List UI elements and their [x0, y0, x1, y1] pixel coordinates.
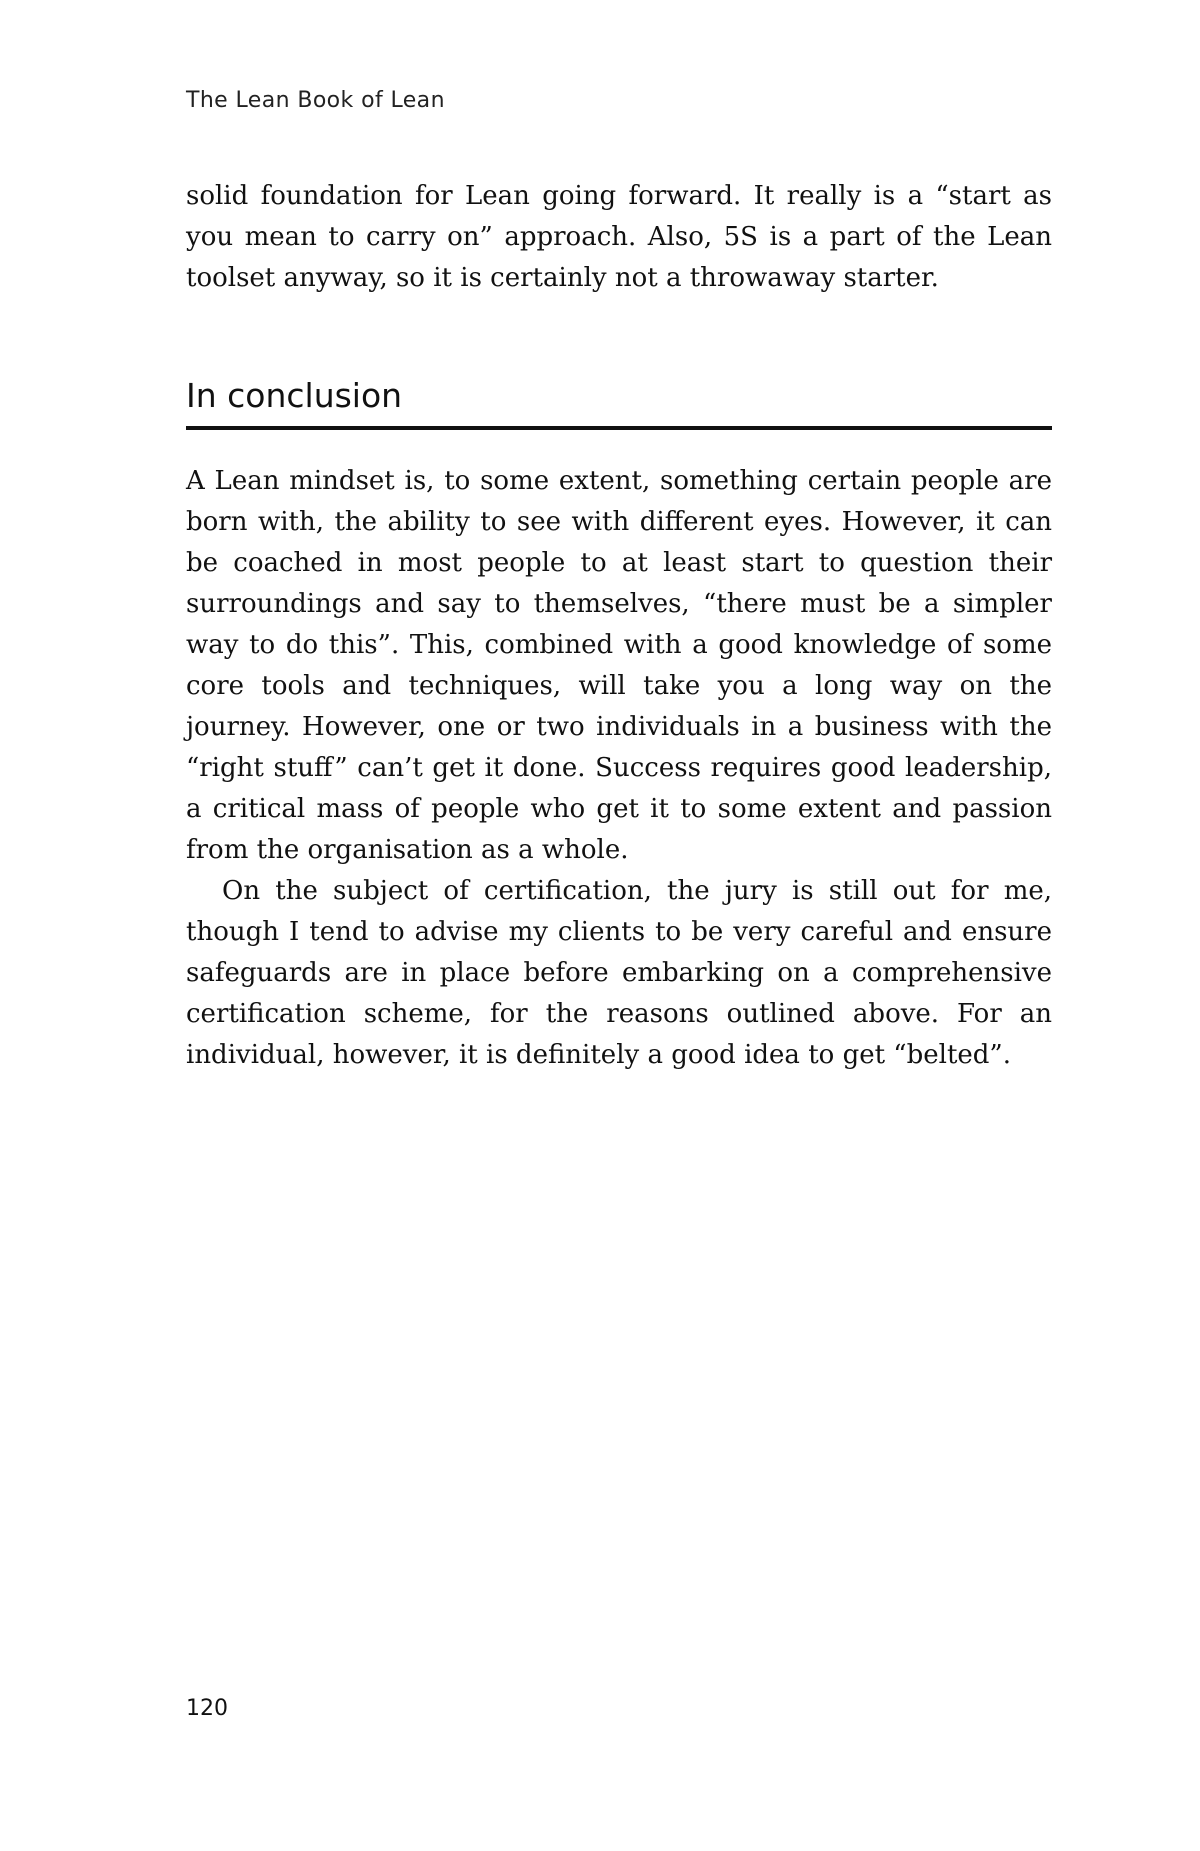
- running-header: The Lean Book of Lean: [186, 88, 445, 113]
- conclusion-paragraph-1: A Lean mindset is, to some extent, something certain people are born with, the ability to see with different eyes. However, it can be coached in most people to at least start to question their surroundings and say to themselves, “there must be a simpler way to do this”. This, combined with a good knowledge of some core tools and techniques, will take you a long way on the journey. However, one or two individuals in a business with the “right stuff” can’t get it done. Success requires good leadership, a critical mass of people who get it to some extent and passion from the organisation as a whole.: [186, 466, 1052, 865]
- conclusion-body: [186, 461, 1052, 1076]
- lead-paragraph: solid foundation for Lean going forward. It really is a “start as you mean to carry on” approach. Also, 5S is a part of the Lean toolset anyway, so it is certainly not a throwaway starter.: [186, 181, 1052, 293]
- page-number: 120: [186, 1696, 228, 1721]
- section-heading: In conclusion: [186, 372, 1052, 430]
- lead-paragraph-block: [186, 176, 1052, 299]
- conclusion-paragraph-2: On the subject of certification, the jury is still out for me, though I tend to advise my clients to be very careful and ensure safeguards are in place before embarking on a comprehensive certification scheme, for the reasons outlined above. For an individual, however, it is definitely a good idea to get “belted”.: [186, 876, 1052, 1070]
